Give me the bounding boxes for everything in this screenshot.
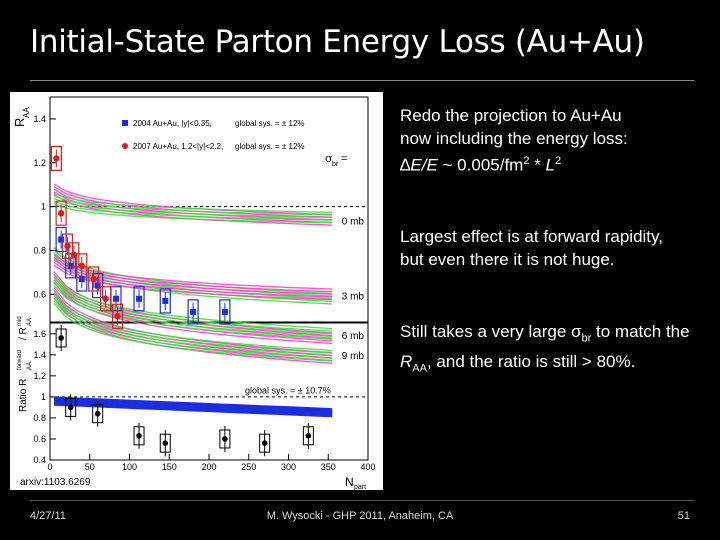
- footer-center: M. Wysocki - GHP 2011, Anaheim, CA: [266, 510, 454, 522]
- bottom-ylabel-sup2: mid: [17, 316, 23, 326]
- bottom-ylabel-sup: forward: [17, 349, 23, 370]
- xtick-label: 100: [121, 462, 138, 472]
- ratio-point: [68, 405, 74, 411]
- ratio-point: [306, 433, 312, 439]
- data-point-circle: [53, 155, 59, 161]
- bottom-ytick-label: 1.6: [33, 328, 46, 339]
- raa-chart: [10, 92, 383, 490]
- ratio-point: [95, 411, 101, 417]
- data-point-square: [162, 298, 168, 304]
- data-point-square: [190, 309, 196, 315]
- sigma-label: σ: [325, 152, 333, 165]
- legend-label: 2004 Au+Au, |y|<0.35,: [133, 119, 212, 128]
- bottom-ytick-label: 0.4: [33, 455, 46, 465]
- bottom-ytick-label: 0.8: [33, 412, 46, 423]
- top-ytick-label: 1.4: [33, 113, 46, 124]
- slide-title: Initial-State Parton Energy Loss (Au+Au): [30, 24, 645, 60]
- xlabel-sub: part: [354, 484, 367, 490]
- xtick-label: 0: [47, 462, 53, 472]
- data-point-circle: [64, 243, 70, 249]
- bottom-ytick-label: 1.2: [33, 370, 46, 381]
- data-point-square: [58, 237, 64, 243]
- ratio-point: [58, 335, 64, 341]
- ratio-point: [162, 440, 168, 446]
- bullet-projection: Redo the projection to Au+Au now including the energy loss: ∆E/E ~ $0.005/fm^2 * L^2$: [400, 106, 628, 175]
- curve-label: 0 mb: [341, 216, 364, 228]
- legend-marker-circle: [122, 143, 128, 149]
- data-point-square: [136, 296, 142, 302]
- legend-sys: global sys. = ± 12%: [235, 119, 305, 128]
- bottom-ylabel: Ratio R: [18, 378, 29, 412]
- xtick-label: 200: [201, 462, 217, 472]
- data-point-circle: [91, 276, 97, 282]
- data-point-circle: [79, 263, 85, 269]
- xtick-label: 400: [360, 462, 376, 472]
- top-ytick-label: 1: [40, 201, 46, 212]
- footer-date: 4/27/11: [30, 510, 66, 522]
- xtick-label: 350: [320, 462, 336, 472]
- sigma-eq: =: [341, 153, 348, 165]
- top-ylabel: R: [12, 117, 27, 127]
- bottom-ytick-label: 1.4: [33, 349, 46, 360]
- data-point-circle: [114, 313, 120, 319]
- legend-marker-square: [122, 120, 128, 126]
- top-ytick-label: 0.8: [33, 245, 46, 256]
- data-point-circle: [102, 296, 108, 302]
- top-ytick-label: 0.6: [33, 289, 46, 300]
- ratio-point: [136, 433, 142, 439]
- xtick-label: 150: [161, 462, 177, 472]
- curve-label: 6 mb: [341, 331, 364, 343]
- top-ytick-label: 1.2: [33, 157, 46, 168]
- data-point-square: [222, 309, 228, 315]
- bottom-ylabel-div: / R: [18, 327, 29, 340]
- bottom-ytick-label: 1: [40, 391, 46, 402]
- bottom-ytick-label: 0.6: [33, 433, 46, 444]
- ratio-point: [222, 436, 228, 442]
- curve-label: 9 mb: [341, 350, 364, 362]
- xtick-label: 250: [241, 462, 257, 472]
- arxiv-annotation: arxiv:1103.6269: [20, 477, 91, 488]
- top-ylabel-sub: AA: [22, 107, 31, 118]
- curve-label: 3 mb: [341, 291, 364, 303]
- data-point-square: [95, 283, 101, 289]
- data-point-circle: [58, 210, 64, 216]
- xtick-label: 300: [280, 462, 297, 472]
- data-point-circle: [71, 252, 77, 258]
- legend-label: 2007 Au+Au, 1.2<|y|<2.2,: [133, 142, 224, 151]
- ratio-point: [262, 440, 268, 446]
- bullet-sigma: Still takes a very large $\sigma_{br}$ to match the $R_{AA}$, and the ratio is still > 80%.: [400, 322, 690, 375]
- bottom-ylabel-sub2: AA: [27, 317, 33, 326]
- title-rule: [30, 80, 694, 81]
- xlabel: N: [345, 475, 354, 489]
- sigma-sub: br: [332, 161, 339, 168]
- bullet-forward-rapidity: Largest effect is at forward rapidity, but even there it is not huge.: [400, 227, 663, 269]
- raa-figure: [10, 92, 383, 490]
- data-point-square: [79, 276, 85, 282]
- page-number: 51: [677, 510, 690, 522]
- legend-sys: global sys. = ± 12%: [235, 142, 305, 151]
- xtick-label: 50: [84, 462, 95, 472]
- footer-rule: [30, 500, 694, 501]
- data-point-square: [113, 296, 119, 302]
- bottom-sys-label: global sys. = ± 10.7%: [245, 385, 331, 396]
- bottom-ylabel-sub: AA: [27, 361, 33, 370]
